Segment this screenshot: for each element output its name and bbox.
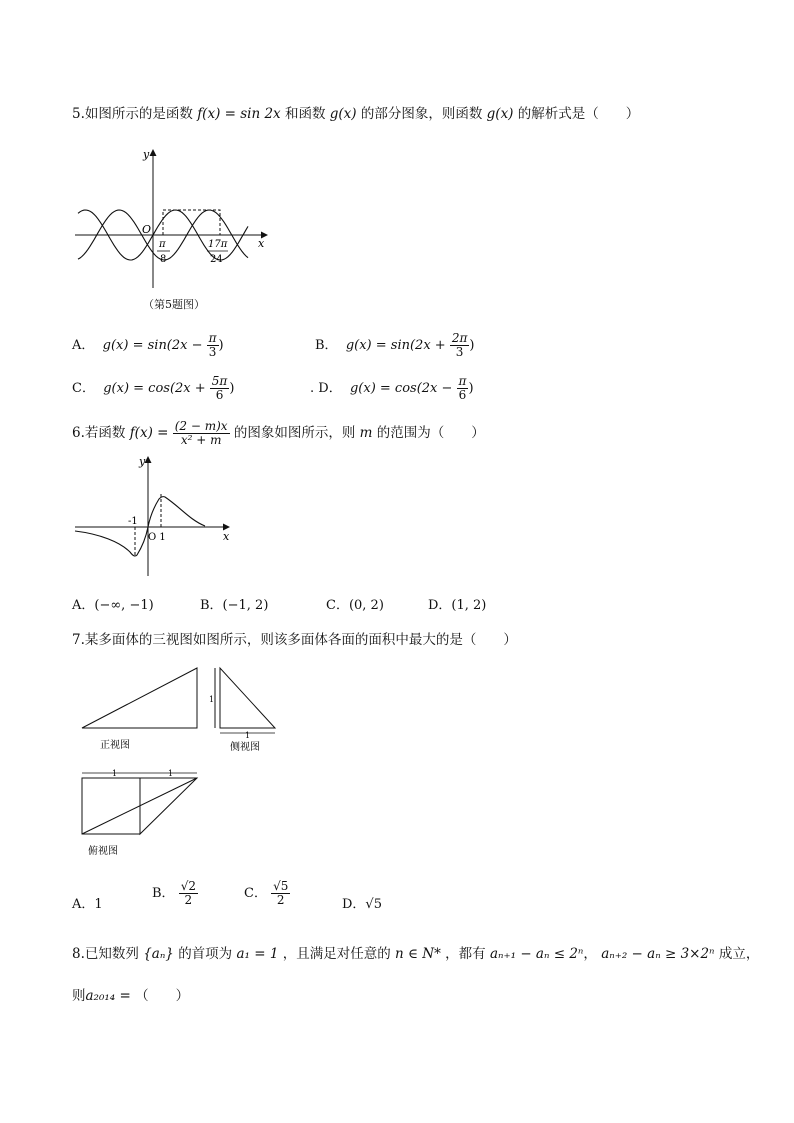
q5-stem-text2: 和函数 bbox=[284, 106, 326, 122]
q6-option-b[interactable]: B．(−1, 2) bbox=[200, 598, 269, 613]
q5-d-label: . D． bbox=[310, 381, 342, 396]
q7-b-label: B． bbox=[152, 886, 175, 901]
q5-b-frac bbox=[450, 332, 470, 359]
q8-stem-text3: ，且满足对任意的 bbox=[282, 946, 391, 962]
q5-stem-text4: 的解析式是（ ） bbox=[517, 106, 640, 122]
q7-c-num: √5 bbox=[273, 879, 289, 893]
q5-option-d[interactable] bbox=[310, 375, 474, 402]
q6-x-label: x bbox=[223, 530, 230, 543]
q5-label-17pi: 17π bbox=[208, 239, 228, 250]
q7-c-den: 2 bbox=[276, 893, 285, 907]
q8-line2-text: 则 bbox=[72, 988, 86, 1004]
q8-stem-line2 bbox=[72, 986, 189, 1006]
q7-side-view bbox=[220, 668, 275, 728]
q7-b-den: 2 bbox=[184, 893, 193, 907]
q5-stem-text3: 的部分图象，则函数 bbox=[360, 106, 483, 122]
q5-option-b[interactable] bbox=[315, 332, 474, 359]
q7-top-rect bbox=[82, 778, 140, 834]
q5-c-num: 5π bbox=[211, 374, 228, 388]
q7-option-d[interactable]: D．√5 bbox=[342, 897, 382, 912]
q8-stem-n: n ∈ N* bbox=[395, 946, 441, 962]
q6-stem-frac bbox=[173, 420, 230, 447]
q6-y-label: y bbox=[139, 455, 146, 468]
q6-stem-text2: 的图象如图所示，则 bbox=[233, 425, 356, 441]
q5-b-label: B． bbox=[315, 338, 338, 353]
q6-option-d[interactable]: D．(1, 2) bbox=[428, 598, 487, 613]
q6-stem-den: x² + m bbox=[180, 433, 222, 447]
q6-option-c[interactable]: C．(0, 2) bbox=[326, 598, 384, 613]
q5-c-post: ) bbox=[229, 381, 235, 396]
q8-stem-seq: {aₙ} bbox=[143, 946, 174, 962]
q5-a-num: π bbox=[208, 331, 217, 345]
q5-y-label: y bbox=[143, 148, 150, 161]
q5-a-frac bbox=[207, 332, 219, 359]
q7-side-label: 侧视图 bbox=[230, 742, 260, 753]
q5-a-post: ) bbox=[218, 338, 224, 353]
q5-b-pre: g(x) = sin(2x + bbox=[345, 338, 446, 353]
q5-d-pre: g(x) = cos(2x − bbox=[349, 381, 453, 396]
q5-b-num: 2π bbox=[451, 331, 468, 345]
q5-label-pi: π bbox=[159, 239, 166, 250]
q5-stem bbox=[72, 104, 639, 124]
q6-stem-text3: 的范围为（ ） bbox=[376, 425, 485, 441]
q6-stem-m: m bbox=[359, 425, 373, 441]
q5-dashed-box bbox=[163, 210, 220, 235]
q7-option-c[interactable] bbox=[244, 880, 290, 907]
q6-stem-text: 6.若函数 bbox=[72, 425, 126, 441]
q5-b-den: 3 bbox=[455, 345, 464, 359]
q5-d-frac bbox=[457, 375, 469, 402]
q5-origin-label: O bbox=[142, 223, 152, 236]
q5-c-frac bbox=[210, 375, 230, 402]
q5-stem-text: 5.如图所示的是函数 bbox=[72, 106, 193, 122]
q6-stem bbox=[72, 420, 485, 447]
q5-b-post: ) bbox=[469, 338, 475, 353]
q6-graph bbox=[70, 452, 240, 580]
q7-option-b[interactable] bbox=[152, 880, 198, 907]
q7-b-frac bbox=[179, 880, 198, 907]
q7-top-triangle bbox=[140, 778, 197, 834]
q7-option-a[interactable]: A．1 bbox=[72, 897, 103, 912]
q5-d-post: ) bbox=[468, 381, 474, 396]
q5-graph bbox=[70, 145, 280, 295]
q7-stem: 7.某多面体的三视图如图所示，则该多面体各面的面积中最大的是（ ） bbox=[72, 632, 517, 648]
q7-c-frac bbox=[271, 880, 290, 907]
q7-b-num: √2 bbox=[180, 879, 196, 893]
q8-stem-ineq1: aₙ₊₁ − aₙ ≤ 2ⁿ bbox=[489, 946, 584, 962]
q8-stem-comma: ， bbox=[583, 946, 597, 962]
q6-option-a[interactable]: A．(−∞, −1) bbox=[72, 598, 154, 613]
q5-c-pre: g(x) = cos(2x + bbox=[103, 381, 206, 396]
q5-c-label: C． bbox=[72, 381, 95, 396]
q6-label-o1: O 1 bbox=[148, 532, 166, 543]
q5-d-num: π bbox=[458, 374, 467, 388]
q7-side-bottom-label: 1 bbox=[245, 731, 251, 740]
q6-label-neg1: -1 bbox=[128, 516, 138, 527]
q6-stem-f: f(x) = bbox=[129, 425, 169, 441]
q7-top-dim-left: 1 bbox=[112, 769, 118, 778]
q5-stem-g2: g(x) bbox=[486, 106, 514, 122]
q8-stem-text2: 的首项为 bbox=[178, 946, 233, 962]
q5-label-24: 24 bbox=[210, 254, 223, 265]
q5-d-den: 6 bbox=[458, 388, 467, 402]
q5-stem-f: f(x) = sin 2x bbox=[197, 106, 281, 122]
q8-stem-ineq2: aₙ₊₂ − aₙ ≥ 3×2ⁿ bbox=[601, 946, 715, 962]
q7-front-view bbox=[82, 668, 197, 728]
q5-c-den: 6 bbox=[215, 388, 224, 402]
q5-a-pre: g(x) = sin(2x − bbox=[102, 338, 203, 353]
q5-a-den: 3 bbox=[208, 345, 217, 359]
q5-x-label: x bbox=[258, 237, 265, 250]
q8-stem bbox=[72, 944, 759, 964]
q5-option-c[interactable] bbox=[72, 375, 234, 402]
q5-stem-g: g(x) bbox=[329, 106, 357, 122]
q8-line2-a2014: a₂₀₁₄ = bbox=[85, 988, 131, 1004]
q5-option-a[interactable] bbox=[72, 332, 224, 359]
q6-stem-num: (2 − m)x bbox=[174, 419, 228, 433]
q8-stem-text: 8.已知数列 bbox=[72, 946, 139, 962]
q7-top-dim-right: 1 bbox=[168, 769, 174, 778]
q7-side-dim-label: 1 bbox=[209, 695, 215, 704]
q8-stem-text4: ，都有 bbox=[445, 946, 486, 962]
q7-front-label: 正视图 bbox=[100, 740, 130, 751]
q7-c-label: C． bbox=[244, 886, 267, 901]
q7-three-views bbox=[70, 660, 300, 860]
q5-caption: （第5题图） bbox=[143, 298, 205, 311]
q8-line2-paren: （ ） bbox=[135, 988, 190, 1004]
q5-a-label: A． bbox=[72, 338, 95, 353]
q7-top-label: 俯视图 bbox=[88, 846, 118, 857]
q8-stem-a1: a₁ = 1 bbox=[236, 946, 279, 962]
q5-label-8: 8 bbox=[160, 254, 167, 265]
q8-stem-text5: 成立， bbox=[718, 946, 760, 962]
q6-curve bbox=[75, 497, 205, 556]
